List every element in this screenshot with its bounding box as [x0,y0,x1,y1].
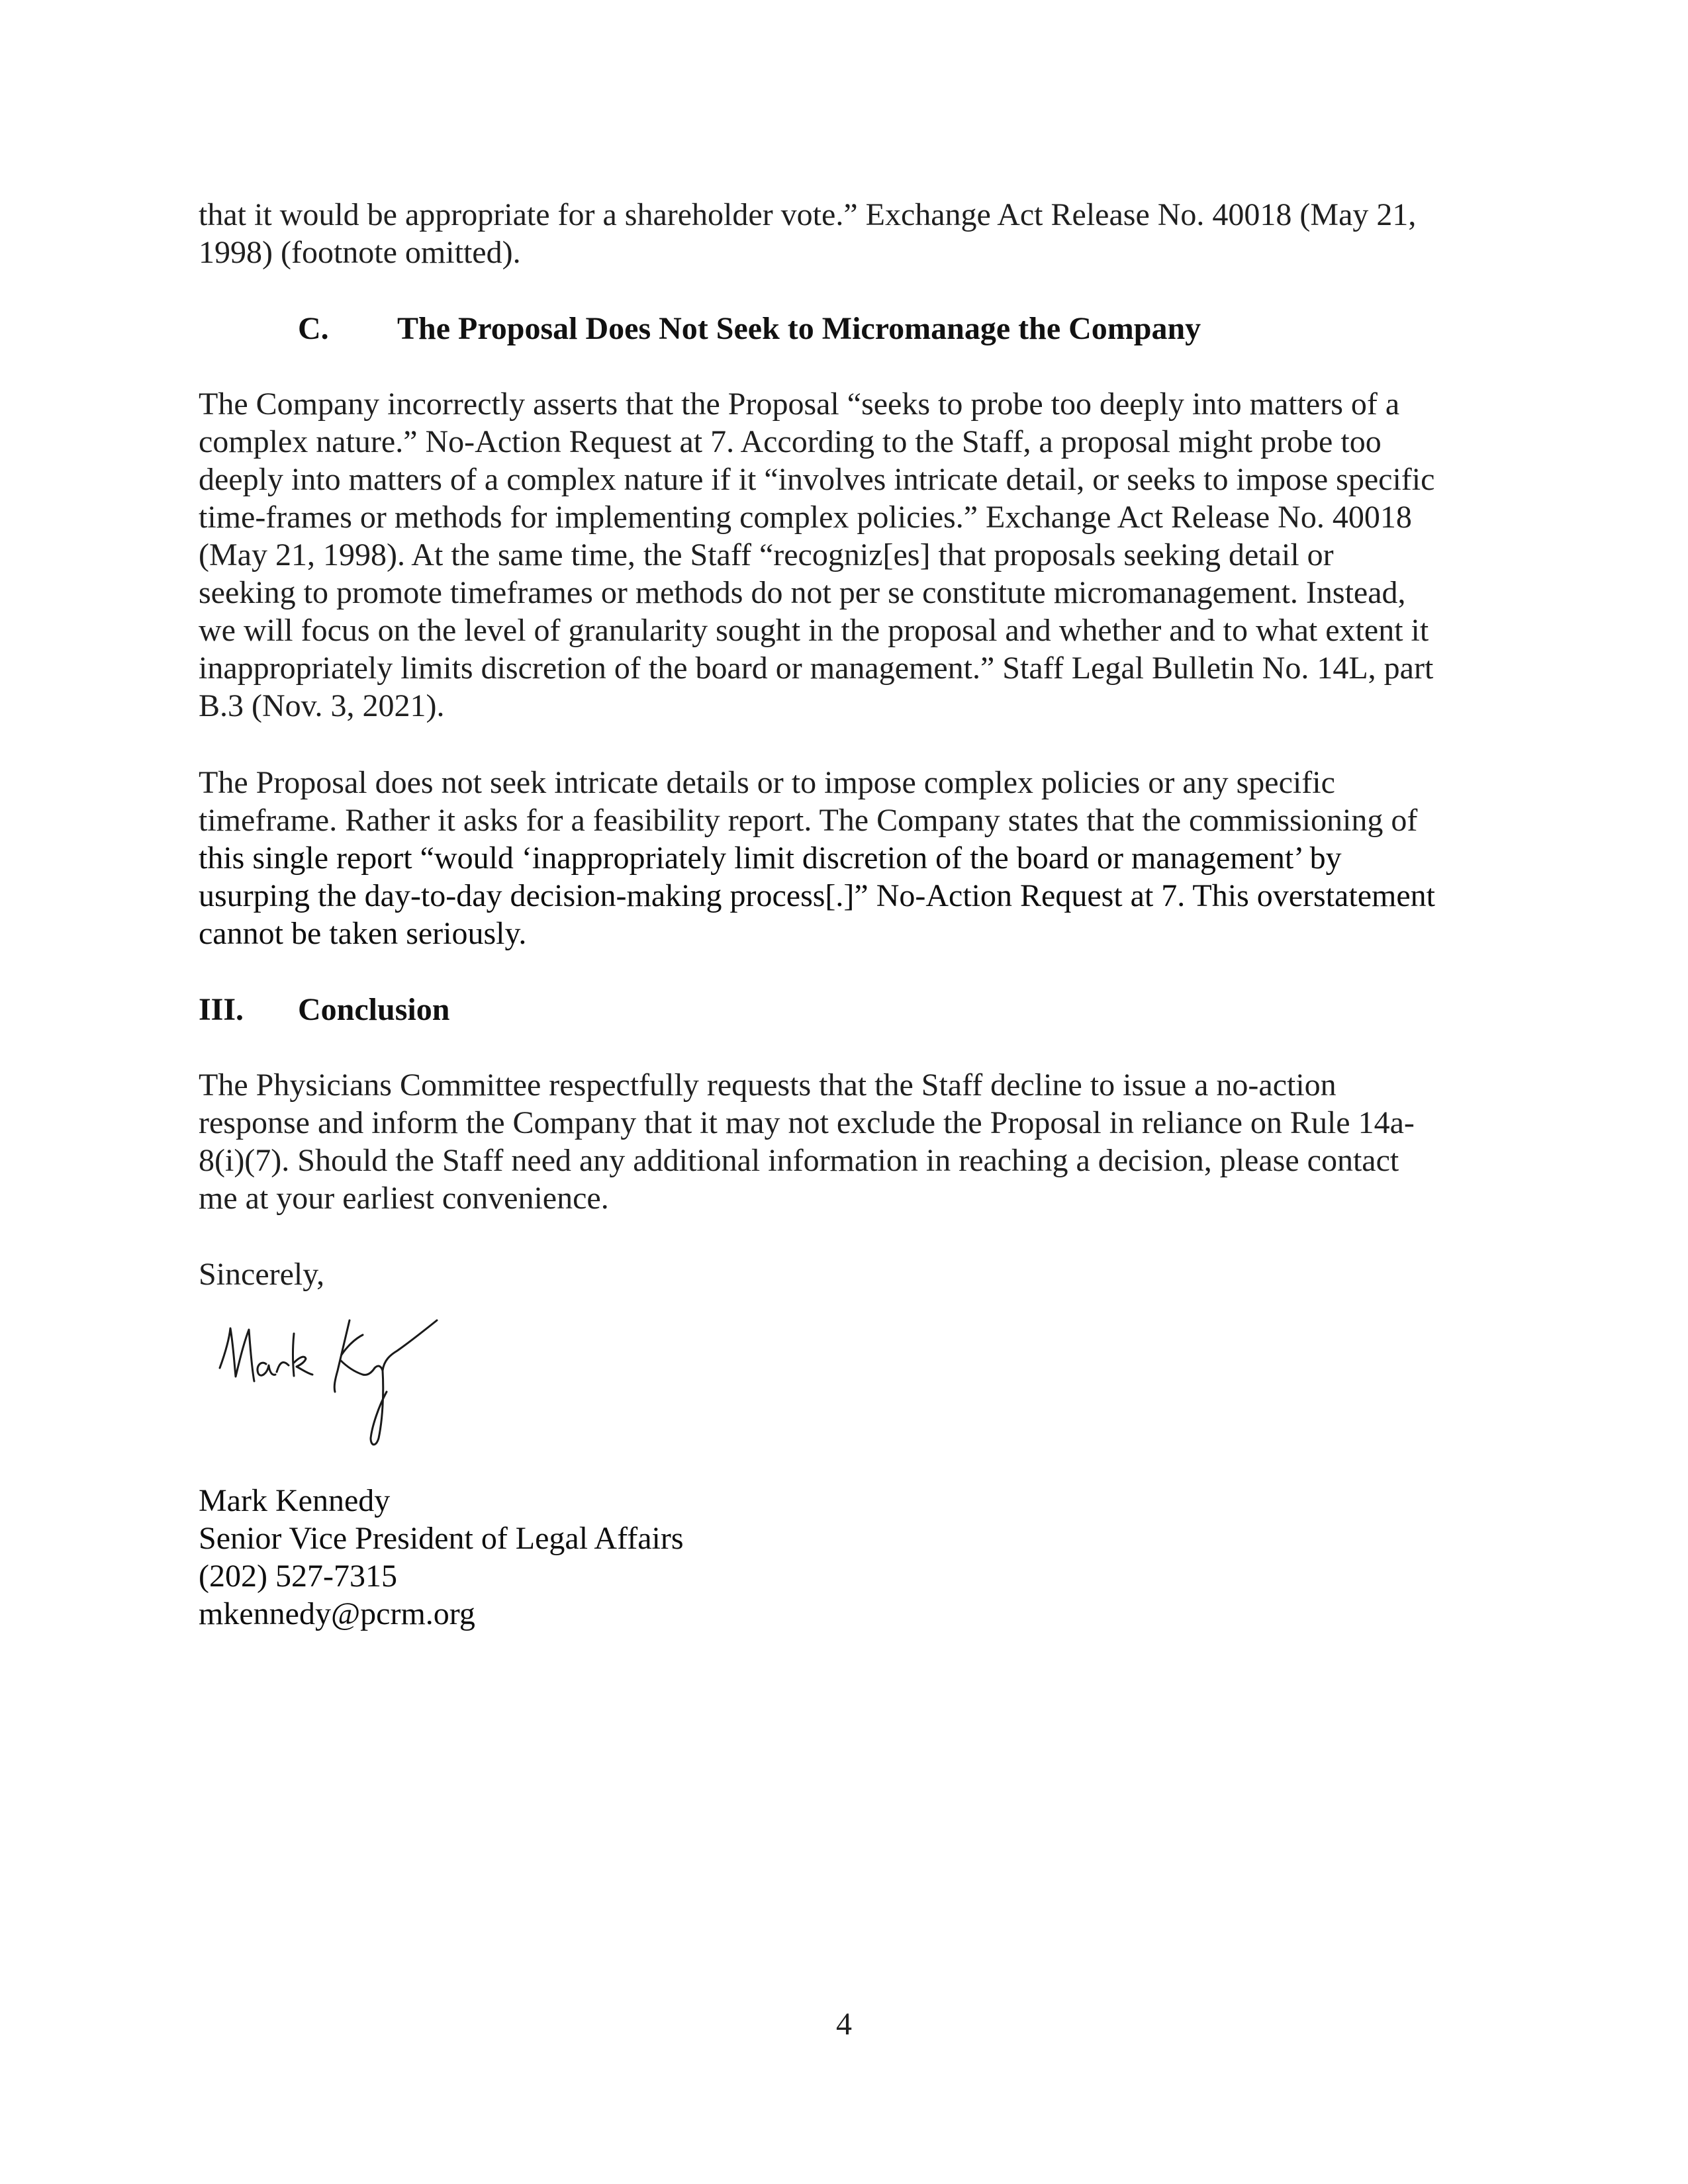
section-c-paragraph-2 [199,764,1489,952]
text-line: usurping the day-to-day decision-making process[.]” No-Action Request at 7. This overstatement [199,878,1435,913]
conclusion-paragraph [199,1066,1489,1217]
continuation-paragraph [199,196,1489,271]
text-line: 8(i)(7). Should the Staff need any additional information in reaching a decision, please contact [199,1143,1399,1178]
salutation-text: Sincerely, [199,1257,325,1292]
signature-image [205,1307,470,1453]
text-line: B.3 (Nov. 3, 2021). [199,688,445,723]
text-line: that it would be appropriate for a shareholder vote.” Exchange Act Release No. 40018 (May 21, [199,197,1417,232]
signer-title: Senior Vice President of Legal Affairs [199,1521,684,1556]
signer-name: Mark Kennedy [199,1483,391,1518]
text-line: response and inform the Company that it may not exclude the Proposal in reliance on Rule 14a- [199,1105,1415,1140]
section-iii-title: Conclusion [298,992,450,1027]
section-c-title: The Proposal Does Not Seek to Micromanage the Company [397,311,1201,346]
text-line: deeply into matters of a complex nature if it “involves intricate detail, or seeks to impose specific [199,462,1435,497]
page-number: 4 [836,2007,852,2042]
text-line: The Physicians Committee respectfully requests that the Staff decline to issue a no-action [199,1068,1336,1103]
closing-salutation [199,1255,1489,1293]
signer-email: mkennedy@pcrm.org [199,1596,475,1631]
section-c-number: C. [298,311,329,346]
text-line: time-frames or methods for implementing complex policies.” Exchange Act Release No. 40018 [199,500,1412,535]
text-line: seeking to promote timeframes or methods do not per se constitute micromanagement. Instead, [199,575,1406,610]
text-line: we will focus on the level of granularity sought in the proposal and whether and to what extent it [199,613,1429,648]
signer-block [199,1482,1489,1633]
text-line: cannot be taken seriously. [199,916,527,951]
signer-phone: (202) 527-7315 [199,1559,397,1594]
text-line: 1998) (footnote omitted). [199,235,521,270]
text-line: The Company incorrectly asserts that the Proposal “seeks to probe too deeply into matters of a [199,387,1400,422]
text-line: inappropriately limits discretion of the board or management.” Staff Legal Bulletin No. 14L, part [199,651,1434,686]
text-line: timeframe. Rather it asks for a feasibility report. The Company states that the commissioning of [199,803,1418,838]
text-line: this single report “would ‘inappropriately limit discretion of the board or management’ by [199,841,1342,876]
section-c-paragraph-1 [199,385,1489,725]
text-line: me at your earliest convenience. [199,1181,609,1216]
section-iii-number: III. [199,992,244,1027]
text-line: (May 21, 1998). At the same time, the Staff “recogniz[es] that proposals seeking detail or [199,537,1334,572]
text-line: The Proposal does not seek intricate details or to impose complex policies or any specific [199,765,1335,800]
text-line: complex nature.” No-Action Request at 7. According to the Staff, a proposal might probe too [199,424,1382,459]
